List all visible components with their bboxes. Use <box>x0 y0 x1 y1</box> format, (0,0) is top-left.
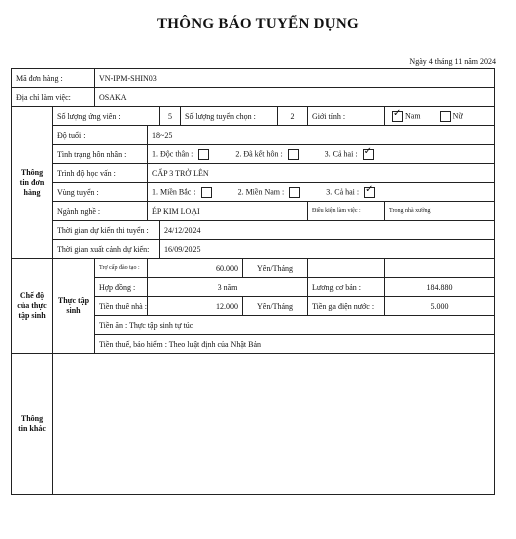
exam-date-row <box>12 221 495 240</box>
age-row <box>12 126 495 145</box>
condition-label: Điều kiện làm việc : <box>308 202 385 221</box>
industry-label: Ngành nghề : <box>53 202 148 221</box>
count-value: 5 <box>160 107 181 126</box>
both-marital-checkbox[interactable] <box>363 145 374 160</box>
order-row <box>12 69 495 88</box>
region-opt3: 3. Cả hai : <box>326 186 360 196</box>
exam-date-value: 24/12/2024 <box>160 221 495 240</box>
education-row <box>12 164 495 183</box>
male-checkbox[interactable] <box>392 107 403 122</box>
order-label: Mã đơn hàng : <box>12 69 95 88</box>
contract-value: 3 năm <box>148 278 308 297</box>
marital-opt2: 2. Đã kết hôn : <box>235 148 283 158</box>
section-other: Thông tin khác <box>12 354 53 495</box>
page-title: THÔNG BÁO TUYỂN DỤNG <box>157 16 359 32</box>
recruitment-table <box>11 68 495 495</box>
single-checkbox[interactable] <box>198 149 209 160</box>
female-label: Nữ <box>452 110 463 120</box>
gender-label: Giới tính : <box>308 107 385 126</box>
departure-date-value: 16/09/2025 <box>160 240 495 259</box>
location-row <box>12 88 495 107</box>
region-opt1: 1. Miền Bắc : <box>152 186 196 196</box>
condition-value: Trong nhà xưởng <box>385 202 495 221</box>
location-label: Địa chỉ làm việc: <box>12 88 95 107</box>
training-row <box>12 259 495 278</box>
industry-row <box>12 202 495 221</box>
region-row <box>12 183 495 202</box>
training-unit: Yên/Tháng <box>243 259 308 278</box>
count-label: Số lượng ứng viên : <box>53 107 160 126</box>
region-label: Vùng tuyển : <box>53 183 148 202</box>
marital-label: Tình trạng hôn nhân : <box>53 145 148 164</box>
training-empty-2 <box>385 259 495 278</box>
training-empty-1 <box>308 259 385 278</box>
section-regime: Chế độ của thực tập sinh <box>12 259 53 354</box>
utilities-label: Tiền ga điện nước : <box>308 297 385 316</box>
tax-text: Tiền thuế, bảo hiểm : Theo luật định của Nhật Bản <box>95 335 495 354</box>
rent-unit: Yên/Tháng <box>243 297 308 316</box>
marital-opt1: 1. Độc thân : <box>152 148 194 158</box>
rent-value: 12.000 <box>148 297 243 316</box>
recruit-row <box>12 107 495 126</box>
notice-date: Ngày 4 tháng 11 năm 2024 <box>409 57 496 66</box>
order-value: VN-IPM-SHIN03 <box>95 69 495 88</box>
rent-label: Tiền thuê nhà : <box>95 297 148 316</box>
checkmark-icon: ✓ <box>393 107 402 119</box>
utilities-value: 5.000 <box>385 297 495 316</box>
age-label: Độ tuổi : <box>53 126 148 145</box>
training-label: Trợ cấp đào tạo : <box>95 259 148 278</box>
female-checkbox[interactable] <box>440 111 451 122</box>
region-opt2: 2. Miền Nam : <box>237 186 285 196</box>
region-options <box>148 183 495 202</box>
exam-date-label: Thời gian dự kiến thi tuyển : <box>53 221 160 240</box>
both-region-checkbox[interactable] <box>364 183 375 198</box>
departure-date-label: Thời gian xuất cảnh dự kiến: <box>53 240 160 259</box>
training-value: 60.000 <box>148 259 243 278</box>
other-info-content <box>53 354 495 495</box>
selected-label: Số lượng tuyển chọn : <box>181 107 278 126</box>
section-order-info: Thông tin đơn hàng <box>12 107 53 259</box>
marital-options <box>148 145 495 164</box>
age-value: 18~25 <box>148 126 495 145</box>
salary-label: Lương cơ bản : <box>308 278 385 297</box>
checkmark-icon: ✓ <box>363 145 372 157</box>
education-value: CẤP 3 TRỞ LÊN <box>148 164 495 183</box>
departure-date-row <box>12 240 495 259</box>
gender-options <box>385 107 495 126</box>
education-label: Trình độ học vấn : <box>53 164 148 183</box>
south-checkbox[interactable] <box>289 187 300 198</box>
selected-value: 2 <box>278 107 308 126</box>
location-value: OSAKA <box>95 88 495 107</box>
north-checkbox[interactable] <box>201 187 212 198</box>
married-checkbox[interactable] <box>288 149 299 160</box>
food-text: Tiền ăn : Thực tập sinh tự túc <box>95 316 495 335</box>
industry-value: ÉP KIM LOẠI <box>148 202 308 221</box>
salary-value: 184.880 <box>385 278 495 297</box>
marital-row <box>12 145 495 164</box>
checkmark-icon: ✓ <box>365 183 374 195</box>
section-intern: Thực tập sinh <box>53 259 95 354</box>
male-label: Nam <box>405 110 421 120</box>
other-info-row <box>12 354 495 495</box>
marital-opt3: 3. Cả hai : <box>324 148 358 158</box>
contract-label: Hợp đồng : <box>95 278 148 297</box>
